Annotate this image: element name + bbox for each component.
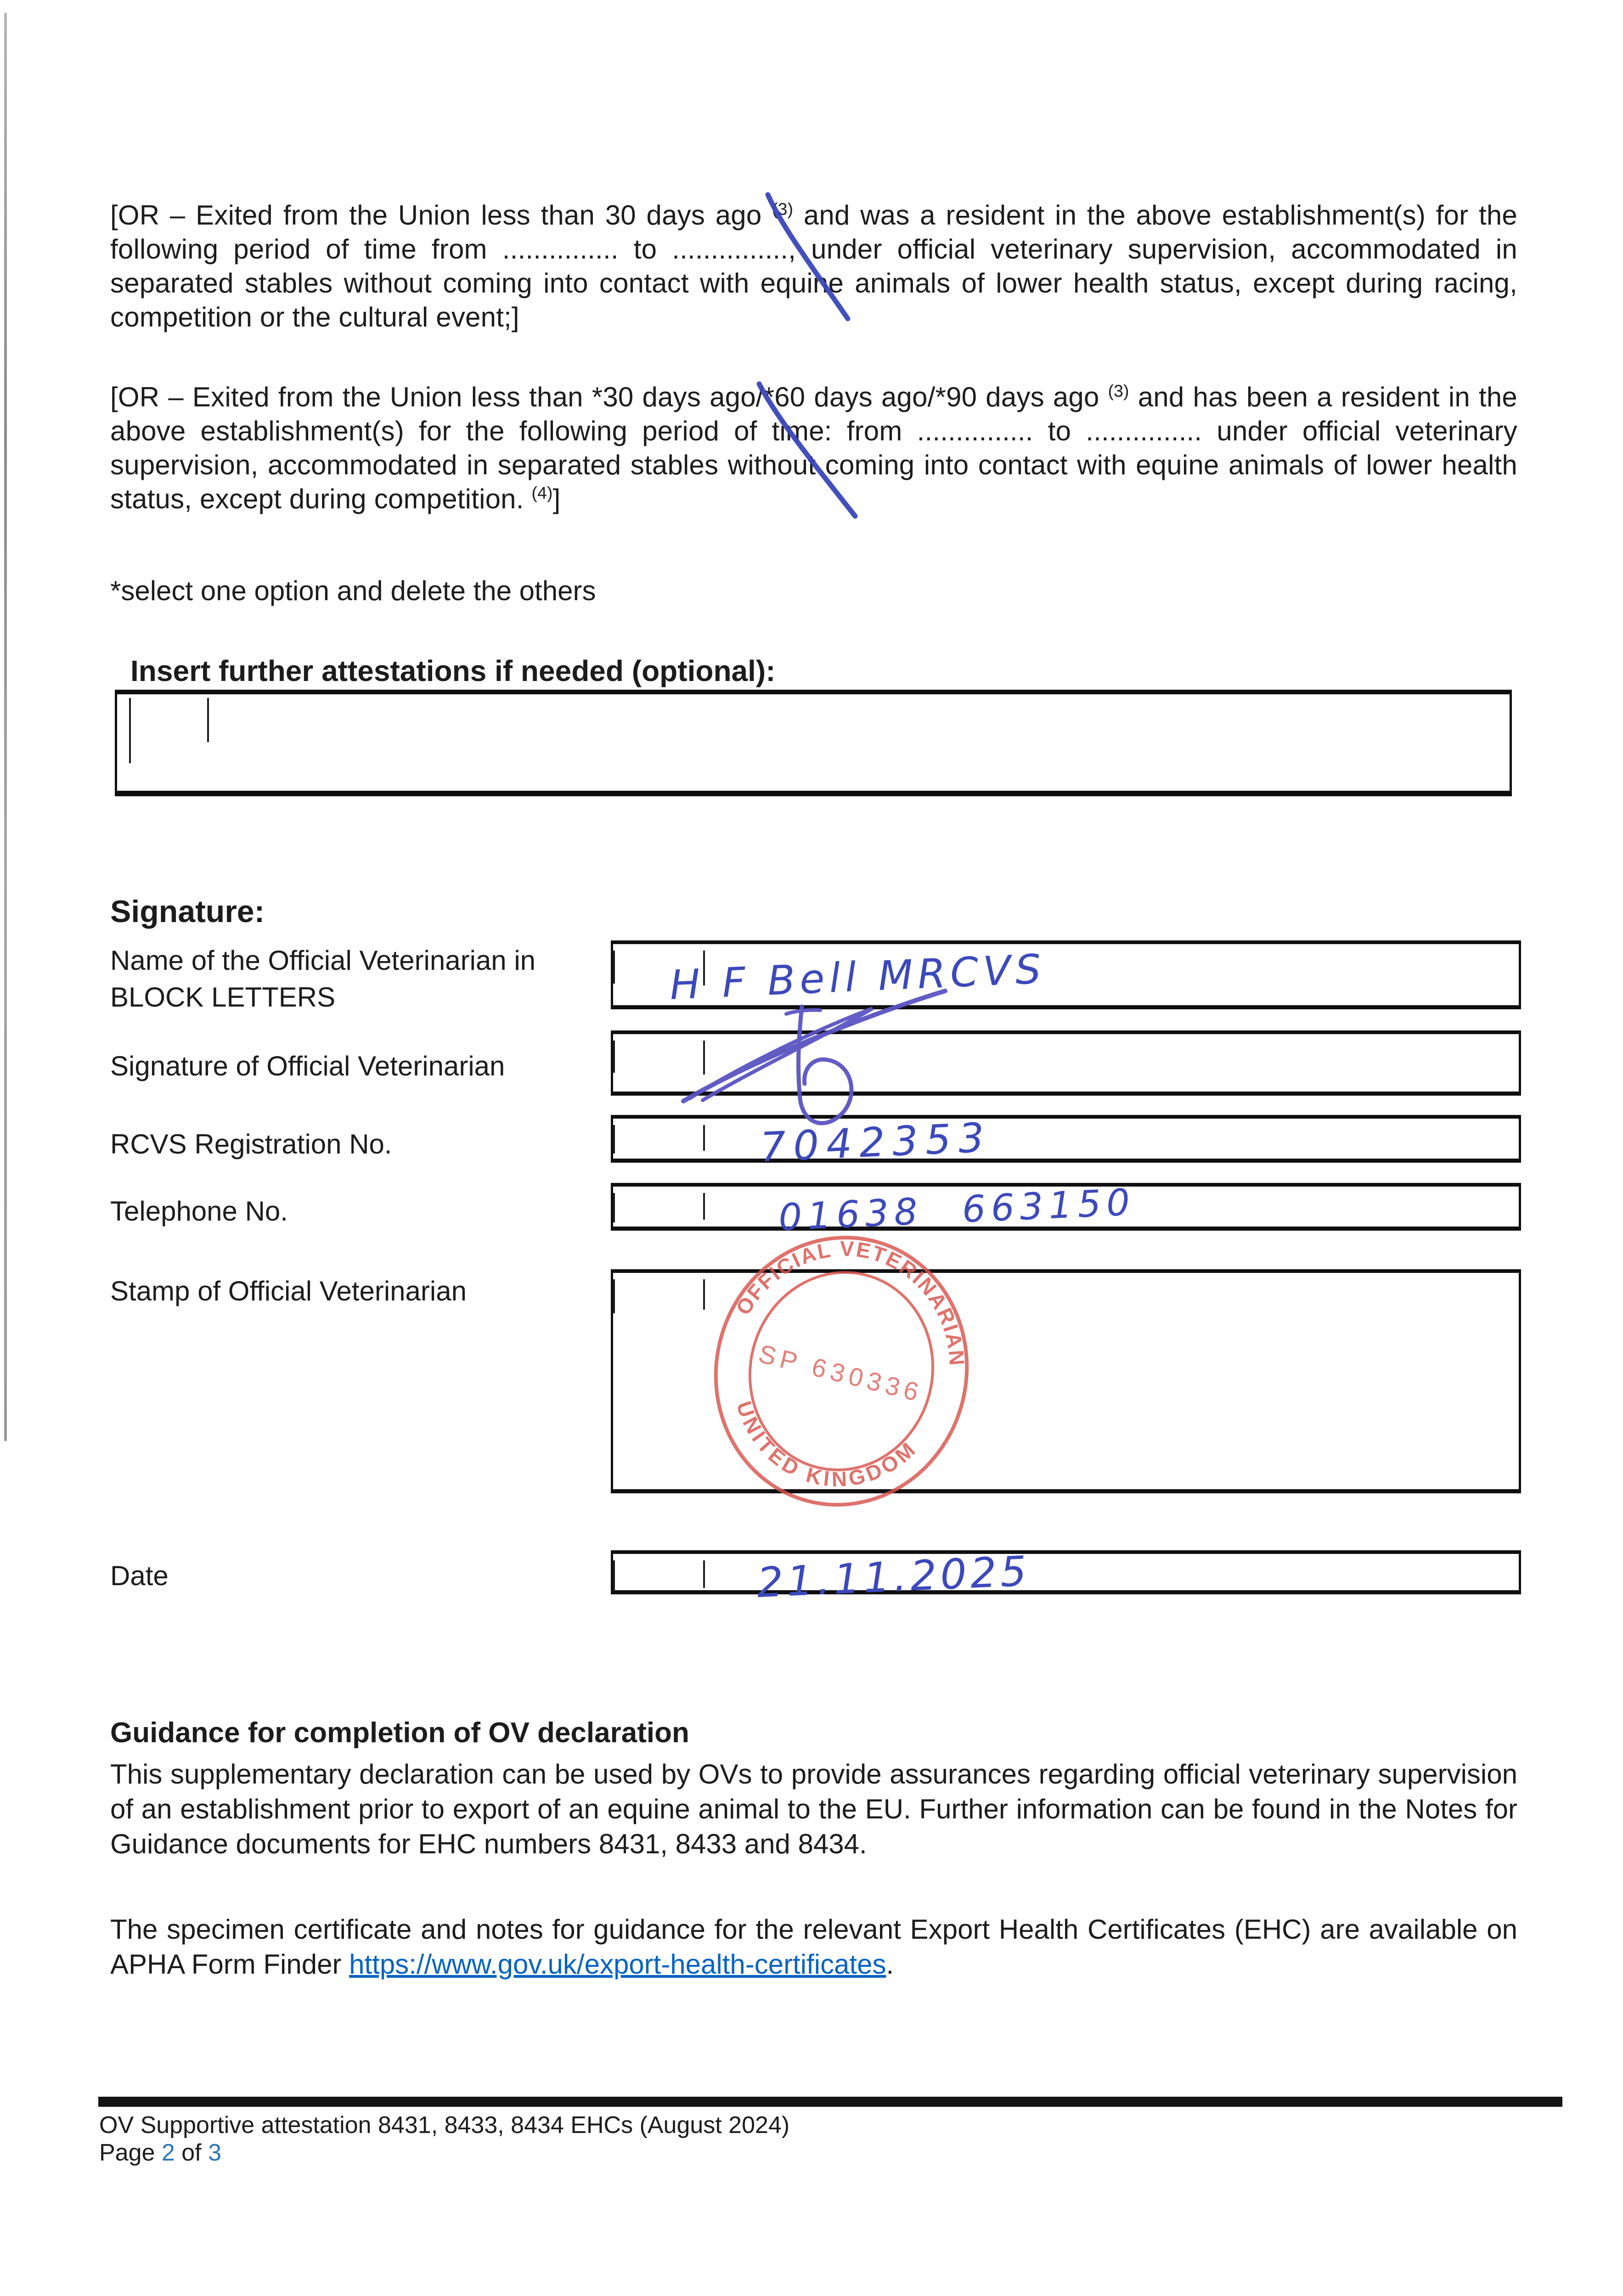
- cell-mark: [703, 1193, 705, 1220]
- date-field-label: Date: [110, 1560, 169, 1591]
- footer-page-prefix: Page: [99, 2139, 162, 2166]
- option-paragraph-1-text: [OR – Exited from the Union less than 30 days ago: [110, 200, 772, 231]
- further-attestations-box: [115, 690, 1512, 796]
- signature-heading: Signature:: [110, 894, 265, 929]
- guidance-paragraph-2-text: The specimen certificate and notes for guidance for the relevant Export Health Certificates (EHC) are available on APHA Form Finder: [110, 1914, 1517, 1980]
- footnote-ref-3b: (3): [1108, 381, 1129, 400]
- rcvs-field-box: [611, 1115, 1521, 1163]
- option-paragraph-2-text: [OR – Exited from the Union less than *30 days ago/*60 days ago/*90 days ago: [110, 382, 1108, 412]
- name-field-label: Name of the Official Veterinarian in BLOCK LETTERS: [110, 945, 536, 1013]
- cell-mark: [613, 1279, 615, 1313]
- export-health-certificates-link[interactable]: https://www.gov.uk/export-health-certificates: [349, 1949, 886, 1980]
- guidance-paragraph-2-period: .: [886, 1949, 894, 1980]
- option-paragraph-1-text-rest: and was a resident in the above establishment(s) for the following period of time from ............... to ..............., under official veterinary supervision, accommodated in separated stables without coming into contact with equine animals of lower health status, except during racing, competition or the cultural event;]: [110, 200, 1518, 332]
- handwritten-telephone-value: 01638 663150: [778, 1181, 1136, 1239]
- handwritten-date-value: 21.11.2025: [755, 1547, 1031, 1607]
- option-paragraph-2-text-rest: and has been a resident in the above establishment(s) for the following period of time: from ............... to ............... under official veterinary supervision, accommodated in separated stables without coming into contact with equine animals of lower health status, except during competition.: [110, 382, 1517, 514]
- stamp-top-text: OFFICIAL VETERINARIAN: [731, 1236, 969, 1367]
- select-option-note: *select one option and delete the others: [110, 575, 596, 606]
- footer-page-of: of: [175, 2139, 209, 2166]
- cell-mark: [613, 1560, 615, 1592]
- cell-mark: [613, 1041, 615, 1073]
- guidance-heading: Guidance for completion of OV declaration: [110, 1717, 689, 1749]
- guidance-paragraph-2: [110, 1912, 1517, 1982]
- telephone-field-label: Telephone No.: [110, 1196, 288, 1227]
- official-veterinarian-stamp: [676, 1225, 1011, 1533]
- footer-document-title: OV Supportive attestation 8431, 8433, 8434 EHCs (August 2024): [99, 2112, 790, 2138]
- guidance-paragraph-1: This supplementary declaration can be used by OVs to provide assurances regarding official veterinary supervision of an establishment prior to export of an equine animal to the EU. Further information can be found in the Notes for Guidance documents for EHC numbers 8431, 8433 and 8434.: [110, 1759, 1517, 1859]
- further-attestations-heading: Insert further attestations if needed (optional):: [130, 654, 776, 687]
- footer: [99, 2111, 789, 2167]
- rcvs-field-label: RCVS Registration No.: [110, 1129, 392, 1159]
- date-field-box: [611, 1550, 1521, 1594]
- footer-page-indicator: [99, 2139, 789, 2167]
- signature-field-label: Signature of Official Veterinarian: [110, 1051, 505, 1081]
- signature-field-box: [611, 1030, 1521, 1096]
- cell-mark: [703, 1125, 705, 1151]
- option-paragraph-2: [110, 380, 1517, 516]
- cell-mark: [207, 698, 209, 742]
- footer-rule: [98, 2097, 1562, 2107]
- option-paragraph-1: [110, 198, 1517, 334]
- scan-edge-artifact: [4, 13, 7, 1441]
- cell-mark: [703, 1560, 705, 1588]
- cell-mark: [613, 1193, 615, 1222]
- option-paragraph-2-close-bracket: ]: [552, 484, 561, 514]
- stamp-field-label: Stamp of Official Veterinarian: [110, 1276, 467, 1306]
- cell-mark: [613, 1125, 615, 1154]
- cell-mark: [129, 698, 131, 763]
- footnote-ref-3: (3): [772, 199, 794, 219]
- stamp-bottom-text: UNITED KINGDOM: [732, 1398, 922, 1491]
- handwritten-name-value: H F Bell MRCVS: [669, 945, 1047, 1009]
- handwritten-rcvs-value: 7042353: [759, 1114, 992, 1171]
- cell-mark: [613, 951, 615, 984]
- svg-text:UNITED KINGDOM: [717, 1393, 925, 1512]
- footnote-ref-4: (4): [531, 483, 553, 502]
- footer-page-current: 2: [161, 2139, 175, 2166]
- stamp-code-text: SP 630336: [755, 1339, 926, 1408]
- footer-page-total: 3: [208, 2139, 221, 2166]
- cell-mark: [703, 1041, 705, 1075]
